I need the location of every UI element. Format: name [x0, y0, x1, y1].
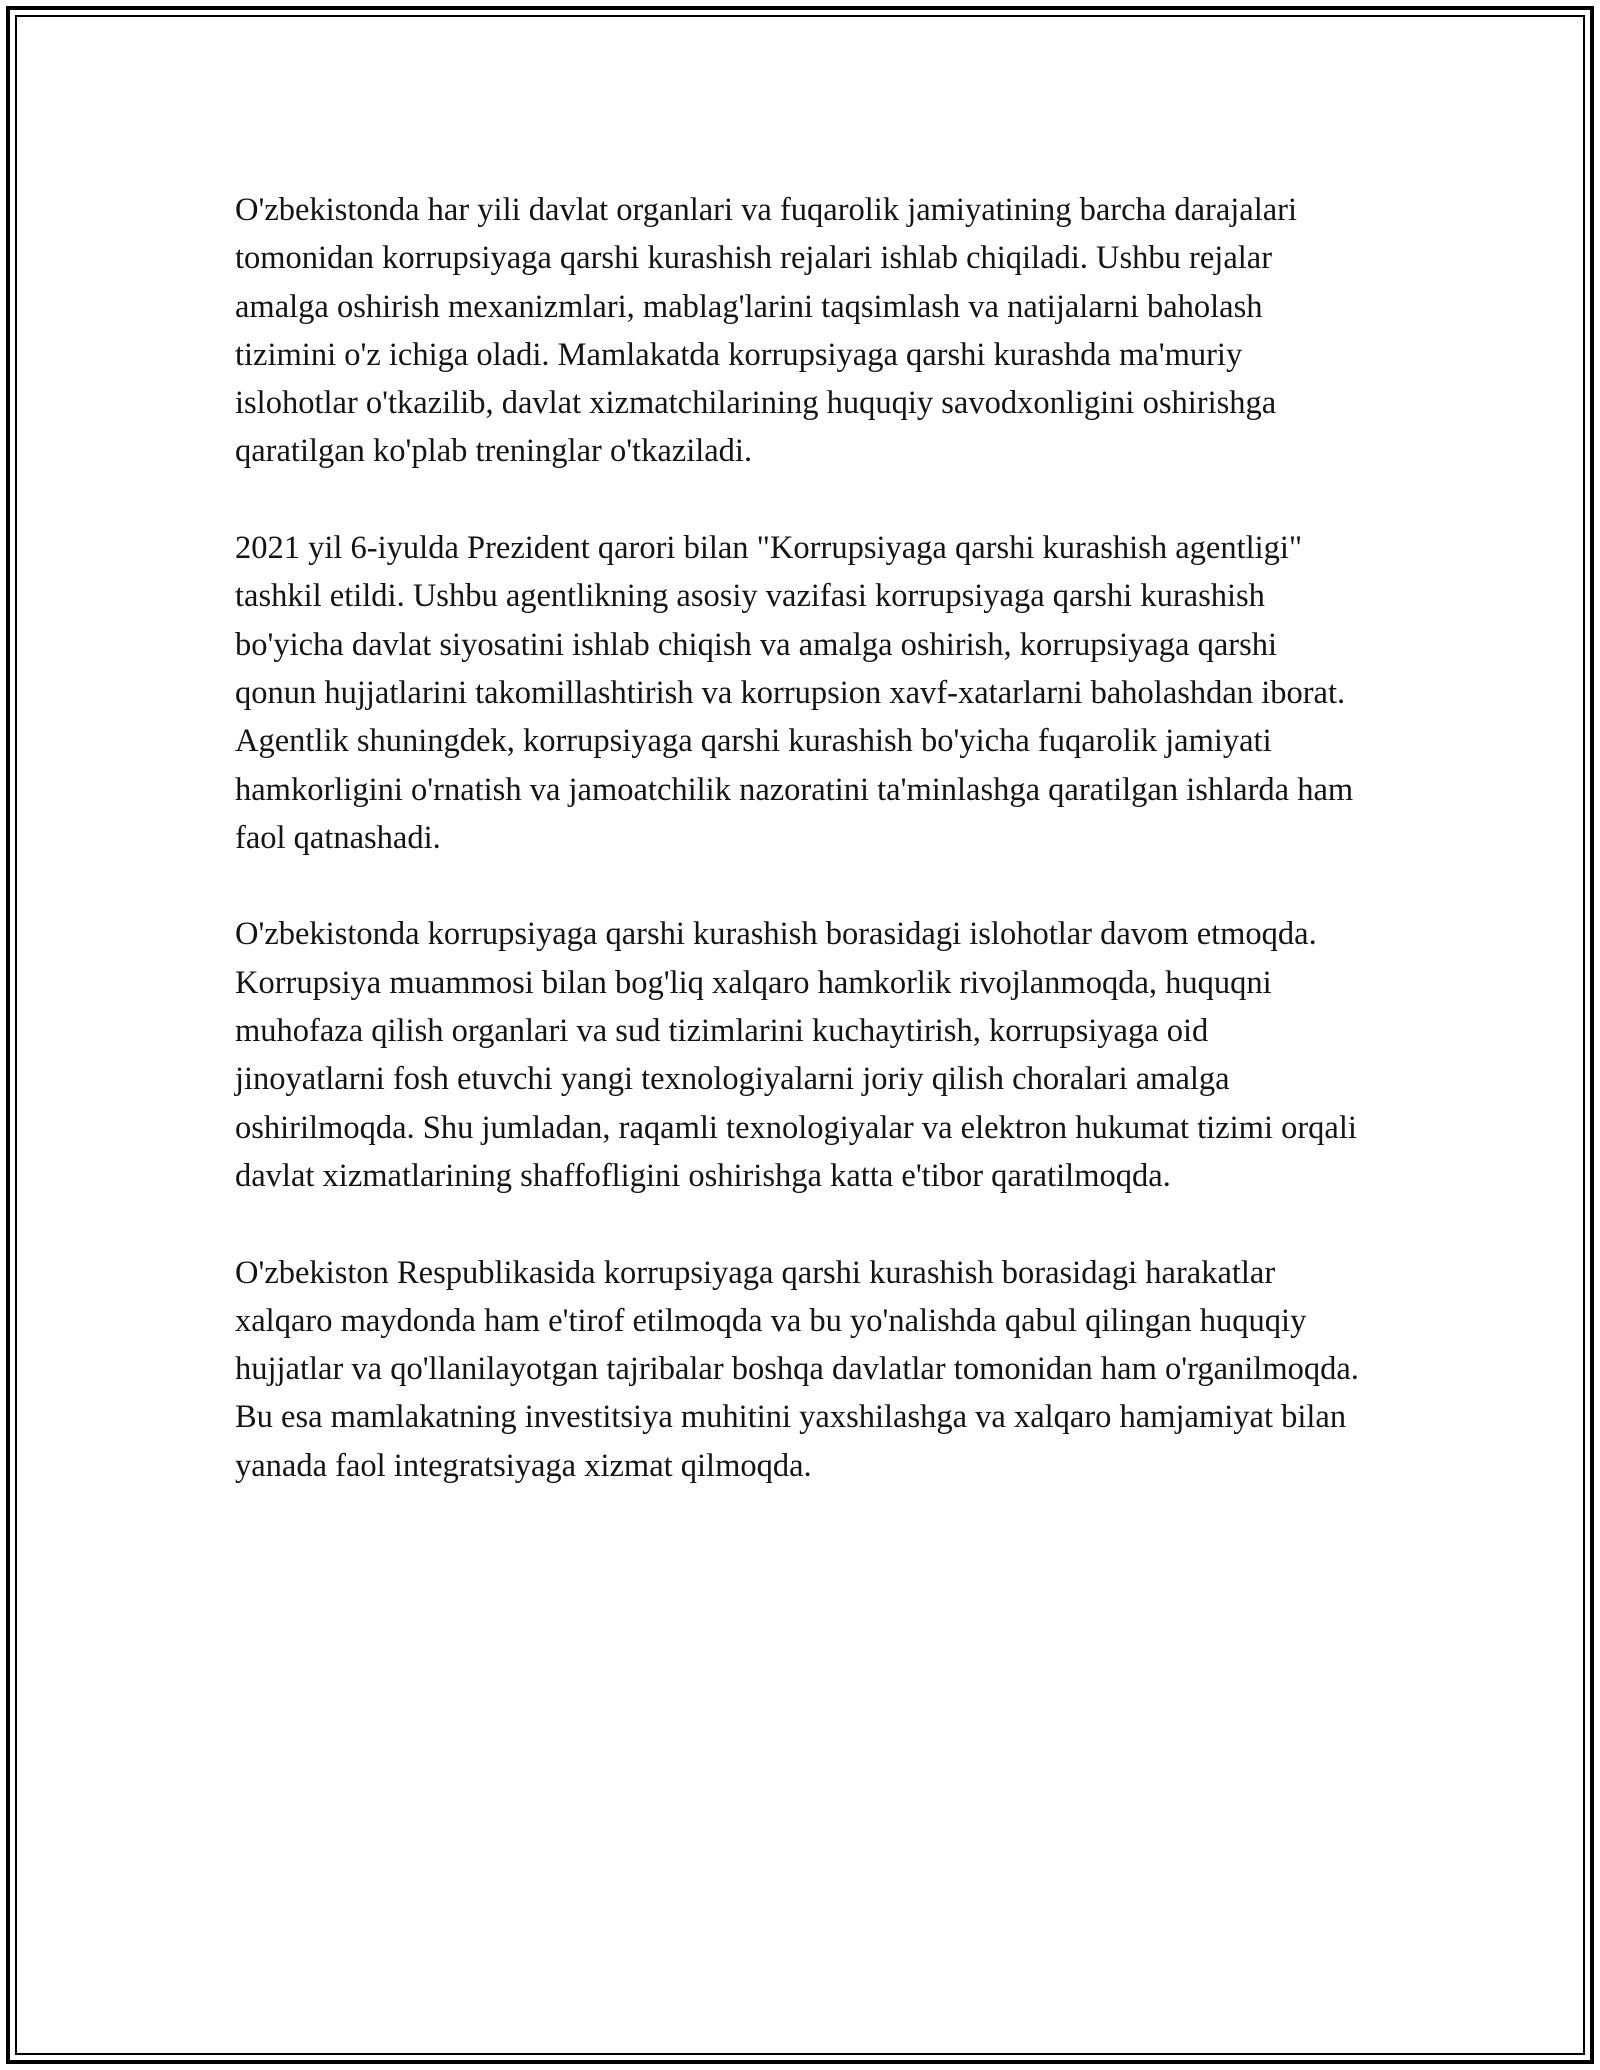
paragraph-2: 2021 yil 6-iyulda Prezident qarori bilan "Korrupsiyaga qarshi kurashish agentligi" tashkil etildi. Ushbu agentlikning asosiy vazifasi korrupsiyaga qarshi kurashish bo'yicha davlat siyosatini ishlab chiqish va amalga oshirish, korrupsiyaga qarshi qonun hujjatlarini takomillashtirish va korrupsion xavf-xatarlarni baholashdan iborat. Agentlik shuningdek, korrupsiyaga qarshi kurashish bo'yicha fuqarolik jamiyati hamkorligini o'rnatish va jamoatchilik nazoratini ta'minlashga qaratilgan ishlarda ham faol qatnashadi.: [235, 530, 1354, 856]
paragraph-4: O'zbekiston Respublikasida korrupsiyaga qarshi kurashish borasidagi harakatlar xalqaro maydonda ham e'tirof etilmoqda va bu yo'nalishda qabul qilingan huquqiy hujjatlar va qo'llanilayotgan tajribalar boshqa davlatlar tomonidan ham o'rganilmoqda. Bu esa mamlakatning investitsiya muhitini yaxshilashga va xalqaro hamjamiyat bilan yanada faol integratsiyaga xizmat qilmoqda.: [235, 1254, 1359, 1484]
paragraph-1: O'zbekistonda har yili davlat organlari va fuqarolik jamiyatining barcha darajalari tomonidan korrupsiyaga qarshi kurashish rejalari ishlab chiqiladi. Ushbu rejalar amalga oshirish mexanizmlari, mablag'larini taqsimlash va natijalarni baholash tizimini o'z ichiga oladi. Mamlakatda korrupsiyaga qarshi kurashda ma'muriy islohotlar o'tkazilib, davlat xizmatchilarining huquqiy savodxonligini oshirishga qaratilgan ko'plab treninglar o'tkaziladi.: [235, 192, 1298, 470]
paragraph-3: O'zbekistonda korrupsiyaga qarshi kurashish borasidagi islohotlar davom etmoqda. Korrupsiya muammosi bilan bog'liq xalqaro hamkorlik rivojlanmoqda, huquqni muhofaza qilish organlari va sud tizimlarini kuchaytirish, korrupsiyaga oid jinoyatlarni fosh etuvchi yangi texnologiyalarni joriy qilish choralari amalga oshirilmoqda. Shu jumladan, raqamli texnologiyalar va elektron hukumat tizimi orqali davlat xizmatlarining shaffofligini oshirishga katta e'tibor qaratilmoqda.: [235, 916, 1357, 1194]
document-body: [235, 186, 1360, 1538]
